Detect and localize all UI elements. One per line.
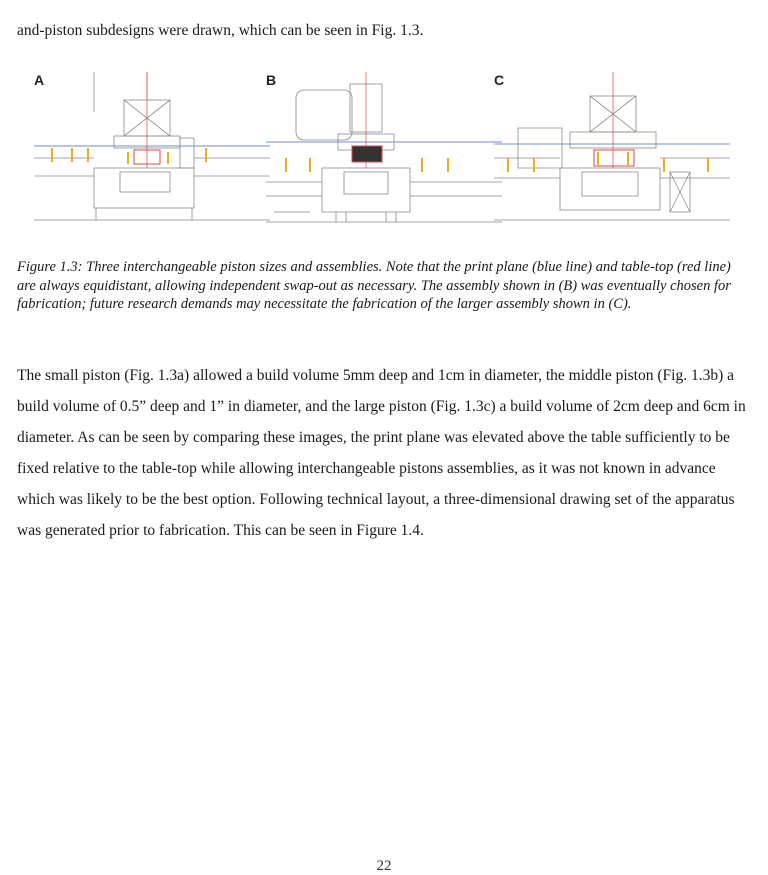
- body-paragraph: The small piston (Fig. 1.3a) allowed a build volume 5mm deep and 1cm in diameter, the middle piston (Fig. 1.3b) a build volume of 0.5” deep and 1” in diameter, and the large piston (Fig. 1.3c) a build volume of 2cm deep and 6cm in diameter. As can be seen by comparing these images, the print plane was elevated above the table sufficiently to be fixed relative to the table-top while allowing interchangeable pistons assemblies, as it was not known in advance which was likely to be the best option. Following technical layout, a three-dimensional drawing set of the apparatus was generated prior to fabrication. This can be seen in Figure 1.4.: [17, 367, 746, 539]
- figure-caption: Figure 1.3: Three interchangeable piston sizes and assemblies. Note that the print plane (blue line) and table-top (red line) are always equidistant, allowing independent swap-out as necessary. The assembly shown in (B) was eventually chosen for fabrication; future research demands may necessitate the fabrication of the larger assembly shown in (C).: [17, 259, 731, 312]
- figure-panel-c: [494, 72, 730, 232]
- page-number: 22: [376, 858, 392, 874]
- figure-panel-a: [34, 72, 270, 232]
- panel-letter: C: [494, 72, 505, 88]
- piston-drawing-a: [34, 72, 270, 232]
- panel-letter: B: [266, 72, 277, 88]
- piston-drawing-b: [266, 72, 505, 232]
- piston-drawing-c: [494, 72, 730, 232]
- figure-panel-b: [266, 72, 505, 232]
- intro-text: and-piston subdesigns were drawn, which can be seen in Fig. 1.3.: [17, 22, 424, 39]
- panel-letter: A: [34, 72, 45, 88]
